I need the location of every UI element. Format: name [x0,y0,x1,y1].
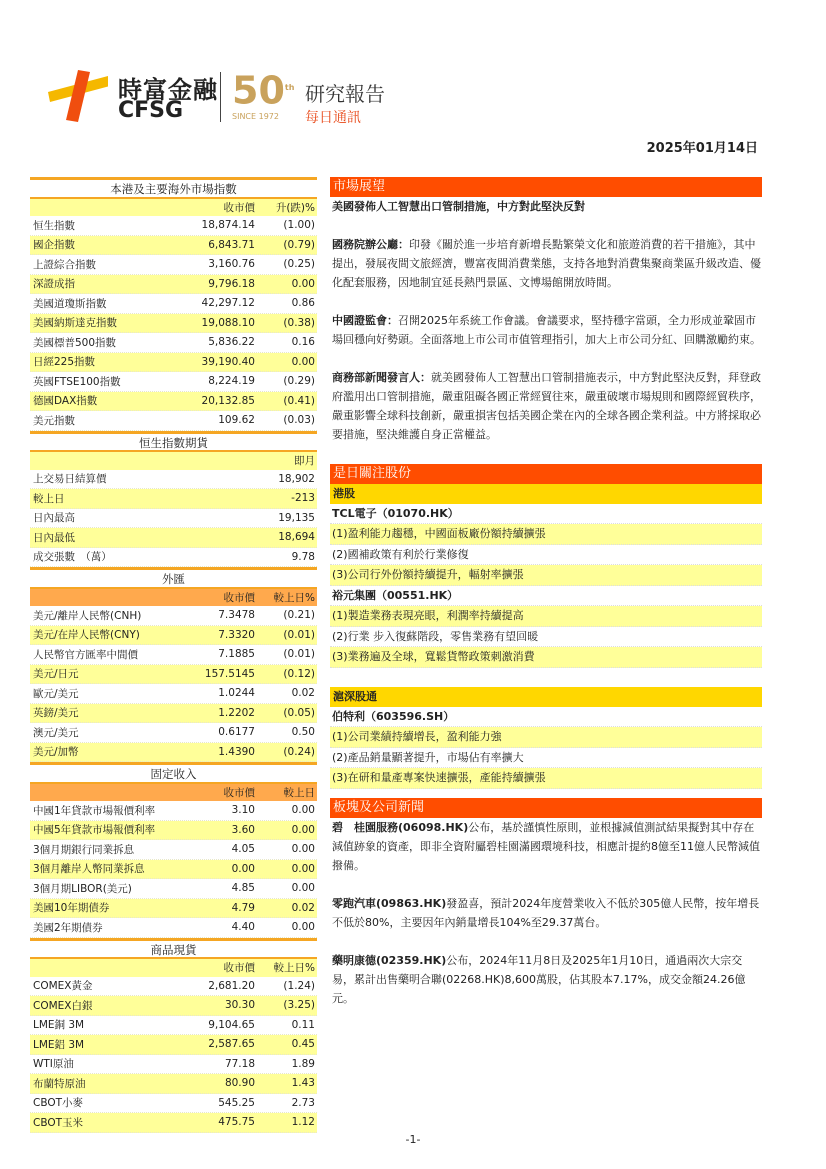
row-change: (0.03) [283,414,315,427]
row-label: 布蘭特原油 [33,1077,86,1090]
outlook-paragraph [330,235,762,292]
row-change: 9.78 [291,550,315,563]
row-value: 39,190.40 [201,355,255,368]
anniversary-number: 50 [232,68,285,113]
row-label: 日經225指數 [33,356,96,369]
table-row [30,216,317,236]
row-value: 4.05 [231,843,255,856]
outlook-paragraph [330,311,762,349]
stock-point: (2)產品銷量顯著提升，市場佔有率擴大 [330,748,762,769]
row-value: 4.85 [231,882,255,895]
table-row [30,860,317,880]
anniversary-sup: th [284,83,295,92]
table-row [30,743,317,763]
row-label: 美元/加幣 [33,746,79,759]
row-label: 英國FTSE100指數 [33,375,121,388]
logo-divider [220,72,221,122]
stocks-section [330,464,762,789]
column-header: 收市價 [223,962,255,975]
row-value: 157.5145 [204,667,255,680]
outlook-headline: 美國發佈人工智慧出口管制措施，中方對此堅決反對 [332,200,585,213]
table-row [30,626,317,646]
row-change: (0.21) [283,609,315,622]
row-value: 9,796.18 [208,277,255,290]
row-label: COMEX黃金 [33,980,93,993]
row-value: 9,104.65 [208,1018,255,1031]
report-title: 研究報告 [305,82,385,106]
stock-point: (3)在研和量產專案快速擴張，產能持續擴張 [330,768,762,789]
table-row [30,353,317,373]
row-label: 中國5年貸款市場報價利率 [33,824,156,837]
row-change: 0.02 [291,687,315,700]
row-value: 80.90 [224,1077,255,1090]
row-value: 8,224.19 [208,375,255,388]
row-label: 美元指數 [33,414,75,427]
anniversary-mark [232,68,294,111]
table-row [30,548,317,568]
row-label: 美國標普500指數 [33,336,117,349]
row-label: 恒生指數 [33,219,75,232]
row-label: CBOT小麥 [33,1097,84,1110]
row-value: 7.3320 [218,628,255,641]
stock-point: (2)行業 步入復蘇階段，零售業務有望回暖 [330,627,762,648]
table-row [30,236,317,256]
table-row [30,879,317,899]
table-row [30,470,317,490]
row-label: 較上日 [33,492,65,505]
indices-title: 本港及主要海外市場指數 [30,177,317,197]
row-value: 545.25 [218,1096,255,1109]
section-title: 板塊及公司新聞 [330,798,762,818]
row-label: 美元/在岸人民幣(CNY) [33,629,140,642]
row-value: 4.40 [231,921,255,934]
table-row [30,665,317,685]
table-row [30,704,317,724]
row-value: 19,088.10 [201,316,255,329]
row-change: 0.00 [291,882,315,895]
table-row [30,1035,317,1055]
logo-chinese: 時富金融 [118,76,218,104]
table-row [30,528,317,548]
row-value: 5,836.22 [208,336,255,349]
stock-point: (1)製造業務表現亮眼，利潤率持續提高 [330,606,762,627]
row-change: (0.01) [283,628,315,641]
row-change: 0.00 [291,355,315,368]
row-change: 0.45 [291,1038,315,1051]
table-row [30,996,317,1016]
stock-point: (1)盈利能力趨穩，中國面板廠份額持續擴張 [330,524,762,545]
column-header: 收市價 [223,786,255,799]
row-value: 77.18 [224,1057,255,1070]
table-row [30,489,317,509]
news-text: 公布，基於謹慎性原則，並根據減值測試結果擬對其中存在減值跡象的資產，即非全資附屬碧桂園滿國環境科技，相應計提約8億至11億人民幣減值撥備。 [332,821,760,872]
row-label: 深證成指 [33,278,75,291]
report-date: 2025年01月14日 [646,141,758,156]
section-title: 市場展望 [330,177,762,197]
row-change: 0.50 [291,726,315,739]
table-row [30,1016,317,1036]
stock-point: (3)業務遍及全球，寬鬆貨幣政策刺激消費 [330,647,762,668]
row-change: 19,135 [278,511,315,524]
row-change: (0.38) [283,316,315,329]
row-label: 澳元/美元 [33,726,79,739]
row-label: LME鋁 3M [33,1038,85,1051]
table-row [30,294,317,314]
table-row [30,899,317,919]
row-value: 3.60 [231,823,255,836]
row-label: 美國2年期債券 [33,921,103,934]
row-label: 上交易日結算價 [33,473,107,486]
table-row [30,509,317,529]
row-value: 3,160.76 [208,258,255,271]
table-row [30,821,317,841]
row-change: 18,902 [278,472,315,485]
row-label: 上證綜合指數 [33,258,96,271]
row-value: 0.6177 [218,726,255,739]
row-change: 2.73 [291,1096,315,1109]
row-change: 0.00 [291,277,315,290]
row-label: 3個月離岸人幣同業拆息 [33,863,145,876]
paragraph-lead: 中國證監會： [332,314,398,327]
table-row [30,392,317,412]
hk-stocks-label: 港股 [330,484,762,504]
row-change: (0.24) [283,745,315,758]
market-data-column [30,177,317,1133]
news-lead: 碧 桂園服務(06098.HK) [332,821,469,834]
row-value: 475.75 [218,1116,255,1129]
stock-point: (3)公司行外份額持續提升，輻射率擴張 [330,565,762,586]
row-change: 0.00 [291,921,315,934]
row-value: 109.62 [218,414,255,427]
row-change: (1.00) [283,219,315,232]
row-change: (0.01) [283,648,315,661]
table-row [30,1094,317,1114]
row-change: (0.05) [283,706,315,719]
page-number: -1- [405,1133,421,1146]
market-outlook-section [330,177,762,444]
news-item [330,951,762,1008]
row-label: CBOT玉米 [33,1116,84,1129]
row-change: (3.25) [283,999,315,1012]
connect-stocks-label: 滬深股通 [330,687,762,707]
column-header: 即月 [294,455,315,468]
row-change: 1.89 [291,1057,315,1070]
column-header: 收市價 [223,591,255,604]
row-value: 1.2202 [218,706,255,719]
commodities-title: 商品現貨 [30,938,317,958]
table-row [30,1113,317,1133]
paragraph-text: 就美國發佈人工智慧出口管制措施表示，中方對此堅決反對，拜登政府濫用出口管制措施，嚴重阻礙各國正常經貿往來，嚴重破壞市場規則和國際經貿秩序，嚴重影響全球科技創新，嚴重損害包括美國企業在內的全球各國企業利益。中方將採取必要措施，堅決維護自身正當權益。 [332,371,761,441]
row-label: 日內最高 [33,512,75,525]
row-change: (0.29) [283,375,315,388]
stock-name: TCL電子（01070.HK） [330,504,762,525]
outlook-paragraph [330,368,762,444]
row-change: 0.00 [291,804,315,817]
logo-english: CFSG [118,98,184,123]
row-value: 7.3478 [218,609,255,622]
row-value: 2,681.20 [208,979,255,992]
table-row [30,333,317,353]
news-text: 發盈喜，預計2024年度營業收入不低於305億人民幣，按年增長不低於80%，主要因年內銷量增長104%至29.37萬台。 [332,897,760,929]
row-change: (0.12) [283,667,315,680]
stock-name: 裕元集團（00551.HK） [330,586,762,607]
row-change: 18,694 [278,531,315,544]
table-row [30,275,317,295]
column-header: 較上日 [283,786,315,799]
row-label: 美元/離岸人民幣(CNH) [33,609,142,622]
news-text: 公布，2024年11月8日及2025年1月10日，通過兩次大宗交易，累計出售藥明合聯(02268.HK)8,600萬股，佔其股本7.17%，成交金額24.26億元。 [332,954,746,1005]
column-header: 較上日% [273,962,315,975]
row-label: 美國道瓊斯指數 [33,297,107,310]
table-row [30,314,317,334]
row-value: 2,587.65 [208,1038,255,1051]
row-label: 3個月期銀行同業拆息 [33,843,135,856]
row-value: 20,132.85 [201,394,255,407]
row-change: 0.86 [291,297,315,310]
news-lead: 藥明康德(02359.HK) [332,954,447,967]
report-subtitle: 每日通訊 [305,110,361,126]
since-label: SINCE 1972 [232,112,279,121]
row-change: -213 [291,492,315,505]
row-value: 0.00 [231,862,255,875]
table-row [30,977,317,997]
cfsg-logo-mark-icon [48,70,108,122]
row-label: 美國納斯達克指數 [33,317,117,330]
row-label: 英鎊/美元 [33,707,79,720]
row-label: 成交張數 （萬） [33,551,112,564]
row-value: 30.30 [224,999,255,1012]
fx-title: 外匯 [30,567,317,587]
row-label: WTI原油 [33,1058,74,1071]
row-change: (0.25) [283,258,315,271]
row-change: 0.00 [291,862,315,875]
news-section [330,798,762,1008]
row-label: 中國1年貸款市場報價利率 [33,804,156,817]
news-lead: 零跑汽車(09863.HK) [332,897,447,910]
row-label: 國企指數 [33,239,75,252]
table-row [30,645,317,665]
row-value: 42,297.12 [201,297,255,310]
row-change: (0.79) [283,238,315,251]
row-change: 1.12 [291,1116,315,1129]
row-label: 日內最低 [33,531,75,544]
table-row [30,372,317,392]
row-label: COMEX白銀 [33,999,93,1012]
column-header: 升(跌)% [275,201,315,214]
row-change: (0.41) [283,394,315,407]
table-row [30,255,317,275]
stock-point: (2)國補政策有利於行業修復 [330,545,762,566]
stock-name: 伯特利（603596.SH） [330,707,762,728]
row-label: 歐元/美元 [33,687,79,700]
row-change: 0.02 [291,901,315,914]
section-title: 是日關注股份 [330,464,762,484]
table-row [30,606,317,626]
table-row [30,840,317,860]
fixed-title: 固定收入 [30,762,317,782]
stock-point: (1)公司業績持續增長，盈利能力強 [330,727,762,748]
row-label: 德國DAX指數 [33,395,98,408]
row-label: 美國10年期債券 [33,902,110,915]
row-label: LME銅 3M [33,1019,85,1032]
table-row [30,684,317,704]
row-label: 3個月期LIBOR(美元) [33,882,132,895]
table-row [30,411,317,431]
news-item [330,894,762,932]
row-label: 人民幣官方匯率中間價 [33,648,138,661]
column-header: 較上日% [273,591,315,604]
row-value: 7.1885 [218,648,255,661]
paragraph-lead: 商務部新聞發言人： [332,371,431,384]
row-value: 1.4390 [218,745,255,758]
row-value: 6,843.71 [208,238,255,251]
table-row [30,1074,317,1094]
row-change: 0.00 [291,843,315,856]
paragraph-text: 印發《關於進一步培育新增長點繁榮文化和旅遊消費的若干措施》，其中提出，發展夜間文旅經濟，豐富夜間消費業態，支持各地對消費集聚商業區升級改造、優化配套服務，因地制宜延長熱門景區、文博場館開放時間。 [332,238,761,289]
table-row [30,723,317,743]
row-change: (1.24) [283,979,315,992]
row-change: 0.16 [291,336,315,349]
column-header: 收市價 [223,201,255,214]
table-row [30,801,317,821]
row-change: 0.00 [291,823,315,836]
row-change: 0.11 [291,1018,315,1031]
row-label: 美元/日元 [33,668,79,681]
futures-title: 恒生指數期貨 [30,431,317,451]
row-value: 1.0244 [218,687,255,700]
news-item [330,818,762,875]
paragraph-text: 召開2025年系統工作會議。會議要求，堅持穩字當頭，全力形成並鞏固市場回穩向好勢頭。全面落地上市公司市值管理指引，加大上市公司分紅、回購激勵約束。 [332,314,761,346]
row-value: 3.10 [231,804,255,817]
row-value: 4.79 [231,901,255,914]
table-row [30,1055,317,1075]
table-row [30,918,317,938]
paragraph-lead: 國務院辦公廳： [332,238,409,251]
row-value: 18,874.14 [201,219,255,232]
row-change: 1.43 [291,1077,315,1090]
